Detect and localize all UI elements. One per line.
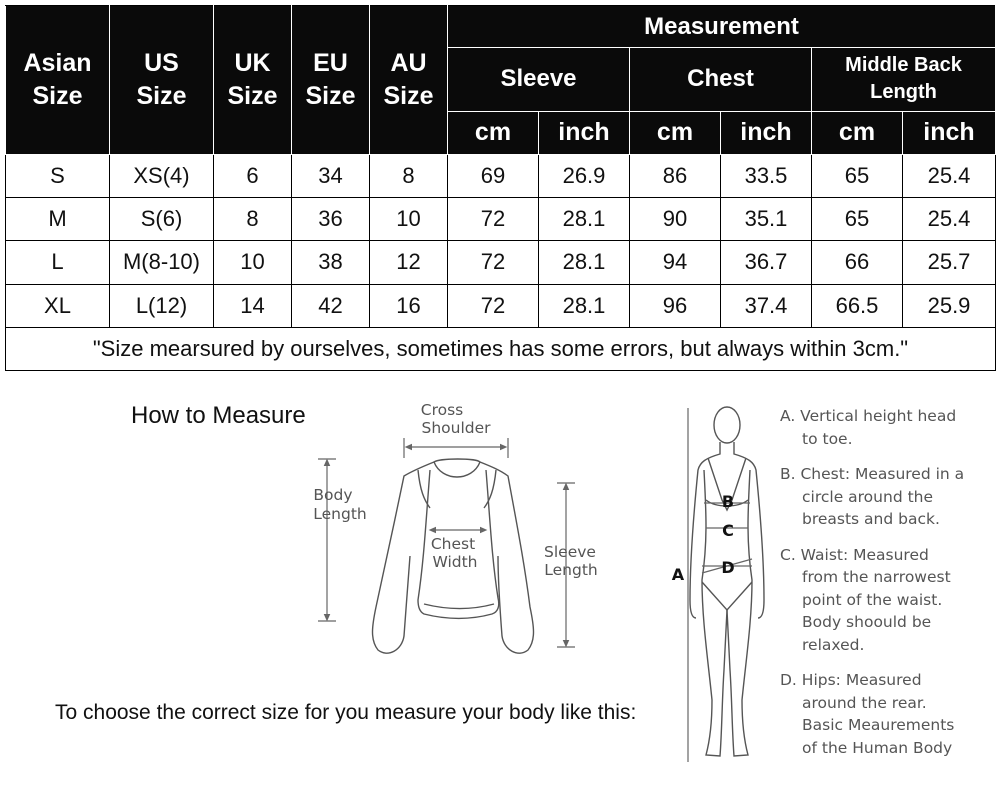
table-cell: 35.1 bbox=[721, 198, 812, 241]
body-diagram bbox=[660, 398, 775, 770]
table-row bbox=[6, 284, 996, 327]
table-cell: 36.7 bbox=[721, 241, 812, 284]
definition-line: Basic Meaurements bbox=[802, 716, 955, 734]
label-chest: Chest bbox=[430, 535, 476, 553]
table-cell: 37.4 bbox=[721, 284, 812, 327]
table-cell: 28.1 bbox=[539, 198, 630, 241]
table-cell: 38 bbox=[292, 241, 370, 284]
instruction-text: To choose the correct size for you measure your body like this: bbox=[55, 701, 637, 724]
table-cell: XL bbox=[6, 284, 110, 327]
definition-line: Body shoould be bbox=[802, 613, 932, 631]
header-chest: Chest bbox=[630, 48, 812, 111]
table-cell: 8 bbox=[370, 154, 448, 197]
definition-line: circle around the bbox=[802, 487, 934, 506]
table-cell: 34 bbox=[292, 154, 370, 197]
table-cell: 16 bbox=[370, 284, 448, 327]
table-cell: 8 bbox=[214, 198, 292, 241]
table-cell: 66.5 bbox=[812, 284, 903, 327]
letter-b: B bbox=[721, 492, 735, 511]
table-cell: XS(4) bbox=[110, 154, 214, 197]
table-cell: 28.1 bbox=[539, 241, 630, 284]
table-cell: 28.1 bbox=[539, 284, 630, 327]
label-cross: Cross bbox=[420, 401, 464, 419]
table-cell: 72 bbox=[448, 241, 539, 284]
table-cell: 25.4 bbox=[903, 198, 996, 241]
label-body-length: Length bbox=[313, 505, 367, 523]
table-row bbox=[6, 241, 996, 284]
unit-header: cm bbox=[812, 111, 903, 154]
header-middle-back-length: Middle Back Length bbox=[812, 48, 996, 111]
table-cell: 72 bbox=[448, 284, 539, 327]
table-cell: S bbox=[6, 154, 110, 197]
how-to-measure-title: How to Measure bbox=[131, 402, 306, 429]
table-cell: 86 bbox=[630, 154, 721, 197]
table-cell: 65 bbox=[812, 198, 903, 241]
size-chart-table bbox=[5, 5, 996, 371]
label-sleeve-length: Length bbox=[544, 561, 598, 579]
measurement-note: "Size mearsured by ourselves, sometimes has some errors, but always within 3cm." bbox=[6, 327, 996, 370]
table-row bbox=[6, 154, 996, 197]
header-sleeve: Sleeve bbox=[448, 48, 630, 111]
definition-line: around the rear. bbox=[802, 693, 927, 712]
label-shoulder: Shoulder bbox=[421, 419, 491, 437]
table-cell: 25.7 bbox=[903, 241, 996, 284]
table-cell: 66 bbox=[812, 241, 903, 284]
table-cell: 26.9 bbox=[539, 154, 630, 197]
table-cell: 65 bbox=[812, 154, 903, 197]
header-asian-size: Asian Size bbox=[6, 6, 110, 155]
letter-a: A bbox=[671, 565, 685, 584]
table-cell: 72 bbox=[448, 198, 539, 241]
unit-header: cm bbox=[630, 111, 721, 154]
table-cell: 96 bbox=[630, 284, 721, 327]
table-row bbox=[6, 198, 996, 241]
table-cell: 33.5 bbox=[721, 154, 812, 197]
garment-diagram bbox=[300, 395, 620, 665]
definition-line: C. Waist: Measured bbox=[780, 545, 929, 564]
unit-header: cm bbox=[448, 111, 539, 154]
definition-line: relaxed. bbox=[802, 635, 865, 654]
table-cell: 10 bbox=[370, 198, 448, 241]
measurement-definitions bbox=[780, 405, 995, 772]
header-measurement: Measurement bbox=[448, 6, 996, 48]
unit-header: inch bbox=[721, 111, 812, 154]
table-cell: 36 bbox=[292, 198, 370, 241]
table-cell: 42 bbox=[292, 284, 370, 327]
letter-c: C bbox=[722, 521, 734, 540]
definition-line: D. Hips: Measured bbox=[780, 671, 922, 689]
table-cell: 6 bbox=[214, 154, 292, 197]
human-figure-outline bbox=[690, 407, 764, 756]
header-eu-size: EU Size bbox=[292, 6, 370, 155]
definition-item bbox=[780, 405, 995, 450]
definition-item bbox=[780, 463, 995, 531]
table-cell: M bbox=[6, 198, 110, 241]
definition-line: breasts and back. bbox=[802, 510, 940, 528]
table-cell: 12 bbox=[370, 241, 448, 284]
table-cell: M(8-10) bbox=[110, 241, 214, 284]
unit-header: inch bbox=[903, 111, 996, 154]
table-cell: 94 bbox=[630, 241, 721, 284]
header-uk-size: UK Size bbox=[214, 6, 292, 155]
table-cell: 25.4 bbox=[903, 154, 996, 197]
definition-line: to toe. bbox=[802, 429, 853, 448]
label-body: Body bbox=[313, 486, 353, 504]
unit-header: inch bbox=[539, 111, 630, 154]
table-cell: 25.9 bbox=[903, 284, 996, 327]
label-sleeve: Sleeve bbox=[544, 543, 596, 561]
letter-d: D bbox=[721, 558, 735, 577]
table-cell: 10 bbox=[214, 241, 292, 284]
definition-line: B. Chest: Measured in a bbox=[780, 465, 965, 483]
table-cell: 90 bbox=[630, 198, 721, 241]
header-us-size: US Size bbox=[110, 6, 214, 155]
label-width: Width bbox=[432, 553, 478, 571]
table-cell: 14 bbox=[214, 284, 292, 327]
table-cell: S(6) bbox=[110, 198, 214, 241]
definition-item bbox=[780, 544, 995, 657]
definition-line: A. Vertical height head bbox=[780, 407, 957, 425]
definition-line: of the Human Body bbox=[802, 738, 953, 757]
definition-item bbox=[780, 669, 995, 759]
definition-line: point of the waist. bbox=[802, 590, 943, 609]
table-cell: 69 bbox=[448, 154, 539, 197]
definition-line: from the narrowest bbox=[802, 568, 951, 586]
table-cell: L(12) bbox=[110, 284, 214, 327]
table-cell: L bbox=[6, 241, 110, 284]
header-au-size: AU Size bbox=[370, 6, 448, 155]
